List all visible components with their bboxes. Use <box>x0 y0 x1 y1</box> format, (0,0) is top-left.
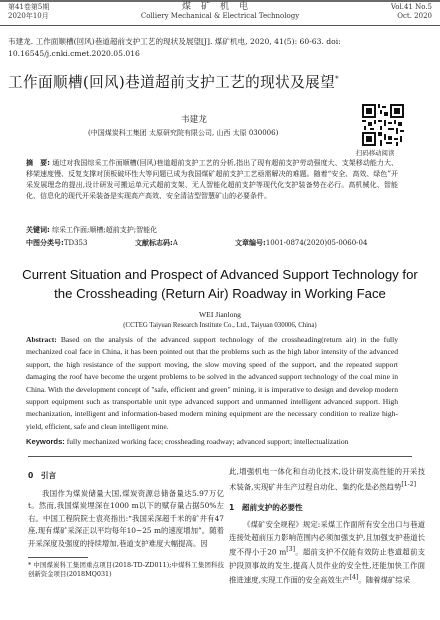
funding-footnote: * 中国煤炭科工集团重点项目(2018-TD-ZD011);中煤科工集团科技创新资金项目(2018MQ031) <box>28 560 224 578</box>
abstract-en-text: Based on the analysis of the advanced support technology of the crossheading(return air) in the fully mechanized coal face in China, it has been pointed out that the problems such as the high labor intensity of the advanced support, the high resistance of the support moving, the slow moving speed of the support, and the repeated support damaging the roof have become the urgent problems to be solved in the advanced support technology of the coal mine in China. With the development concept of "safe, efficient and green" mining, it is imperative to design and develop modern support equipment such as transportable unit type advanced support and unmanned intelligent advanced support. High mechanization, intelligent and information-based modern mining equipment are the necessary condition to realize high-yield, efficient, safe and clean intelligent mine. <box>26 335 399 431</box>
header-date-cn: 2020年10月 <box>8 12 49 20</box>
qr-label: 扫码移动阅读 <box>356 149 395 157</box>
doccode-value: A <box>172 239 178 247</box>
abstract-en <box>26 334 398 433</box>
header-rule <box>0 25 440 26</box>
journal-name-en: Colliery Mechanical & Electrical Technology <box>140 12 300 20</box>
keywords-cn-label: 关键词: <box>26 226 50 234</box>
section-1-text-b: 。超前支护不仅能有效防止巷道超前支护段顶事故的发生,提高人员作业的安全性,还能加快工作面推进速度,实现工作面的安全高效生产 <box>229 547 425 585</box>
document-code <box>135 238 178 248</box>
affiliation-en: (CCTEG Taiyuan Research Institute Co., Ltd., Taiyuan 030006, China) <box>123 322 317 329</box>
article-no-value: 1001-0874(2020)05-0060-04 <box>265 239 368 247</box>
author-cn: 韦建龙 <box>181 115 207 125</box>
affiliation-cn: (中国煤炭科工集团 太原研究院有限公司, 山西 太原 030006) <box>88 129 279 137</box>
article-no-label: 文章编号: <box>235 239 266 247</box>
abstract-en-label: Abstract: <box>26 335 57 344</box>
clc-value: TD353 <box>63 239 88 247</box>
doccode-label: 文献标志码: <box>135 239 173 247</box>
qr-code-icon[interactable] <box>362 104 404 146</box>
title-footnote-mark: * <box>335 75 339 84</box>
article-number <box>235 238 367 248</box>
section-heading-1: 1 超前支护的必要性 <box>229 502 303 512</box>
journal-name-cn: 煤矿机电 <box>181 2 258 12</box>
intro-paragraph: 我国作为煤炭储量大国,煤炭资源总储备量达5.97万亿t。然而,我国煤炭埋深在1000 m以下的赋存量占据50%左右。中国工程院院士袁亮指出:“我国采深超千米的矿井有47座,现有煤矿采深正以平均每年10~25 m的速度增加”。随着开采深度及强度的持续增加,巷道支护难度大幅提高。因 <box>28 488 224 548</box>
clc-label: 中图分类号: <box>26 239 64 247</box>
keywords-cn-text: 综采工作面;顺槽;超前支护;智能化 <box>52 226 158 234</box>
keywords-en <box>26 436 398 448</box>
keywords-en-label: Keywords: <box>26 437 65 446</box>
abstract-cn <box>26 158 398 202</box>
ref-3[interactable]: [3] <box>286 546 295 554</box>
section-heading-intro: 0 引言 <box>28 471 57 480</box>
body-column-left <box>28 466 224 579</box>
header-date-en: Oct. 2020 <box>397 12 432 20</box>
header-issue-cn: 第41卷第5期 <box>8 3 50 11</box>
header-right <box>391 3 432 21</box>
keywords-cn <box>26 225 157 235</box>
page-title-en: Current Situation and Prospect of Advanced Support Technology for the Crossheading (Return Air) Roadway in Working Face <box>22 267 418 301</box>
header-center <box>0 3 440 21</box>
section-1-paragraph <box>229 519 425 587</box>
page-title-cn <box>8 71 339 92</box>
header-issue-en: Vol.41 No.5 <box>390 3 432 11</box>
section-1-text-c: 。随着煤矿综采 <box>358 575 411 585</box>
ref-1-2[interactable]: [1-2] <box>401 480 417 488</box>
section-1-text-a: 《煤矿安全规程》规定:采煤工作面所有安全出口与巷道连接处超前压力影响范围内必须加强支护,且加强支护巷道长度不得小于20 m <box>229 520 425 557</box>
footnote-rule <box>28 557 88 558</box>
continued-paragraph <box>229 466 425 494</box>
abstract-cn-text: 通过对我国综采工作面顺槽(回风)巷道超前支护工艺的分析,指出了现有超前支护劳动强度大、支架移动能力大、移架速度慢、反复支撑对顶板破坏性大等问题已成为我国煤矿超前支护工艺亟需解决的难题。随着“安全、高效、绿色”开采发展理念的提出,设计研发可搬运单元式超前支架、无人智能化超前支护等现代化支护装备势在必行。高机械化、智能化、信息化的现代开采装备是实现高产高效、安全清洁型智慧矿山的必要条件。 <box>26 159 399 200</box>
body-divider <box>28 456 412 457</box>
citation: 韦建龙. 工作面顺槽(回风)巷道超前支护工艺的现状及展望[J]. 煤矿机电, 2020, 41(5): 60-63. doi: 10.16545/j.cnki.cmet.2020.05.016 <box>8 37 341 58</box>
title-cn-text: 工作面顺槽(回风)巷道超前支护工艺的现状及展望 <box>8 74 336 91</box>
author-en: WEI Jianlong <box>199 310 241 319</box>
abstract-cn-label: 摘 要: <box>26 159 50 167</box>
clc-number <box>26 238 87 248</box>
body-column-right <box>229 466 425 587</box>
continued-text: 此,增强机电一体化和自动化技术,设计研发高性能的开采技术装备,实现矿井生产过程自动化、集约化是必然趋势 <box>229 467 425 492</box>
keywords-en-text: fully mechanized working face; crossheading roadway; advanced support; intellectualization <box>66 437 349 446</box>
ref-4[interactable]: [4] <box>349 574 359 582</box>
journal-header <box>0 0 440 26</box>
